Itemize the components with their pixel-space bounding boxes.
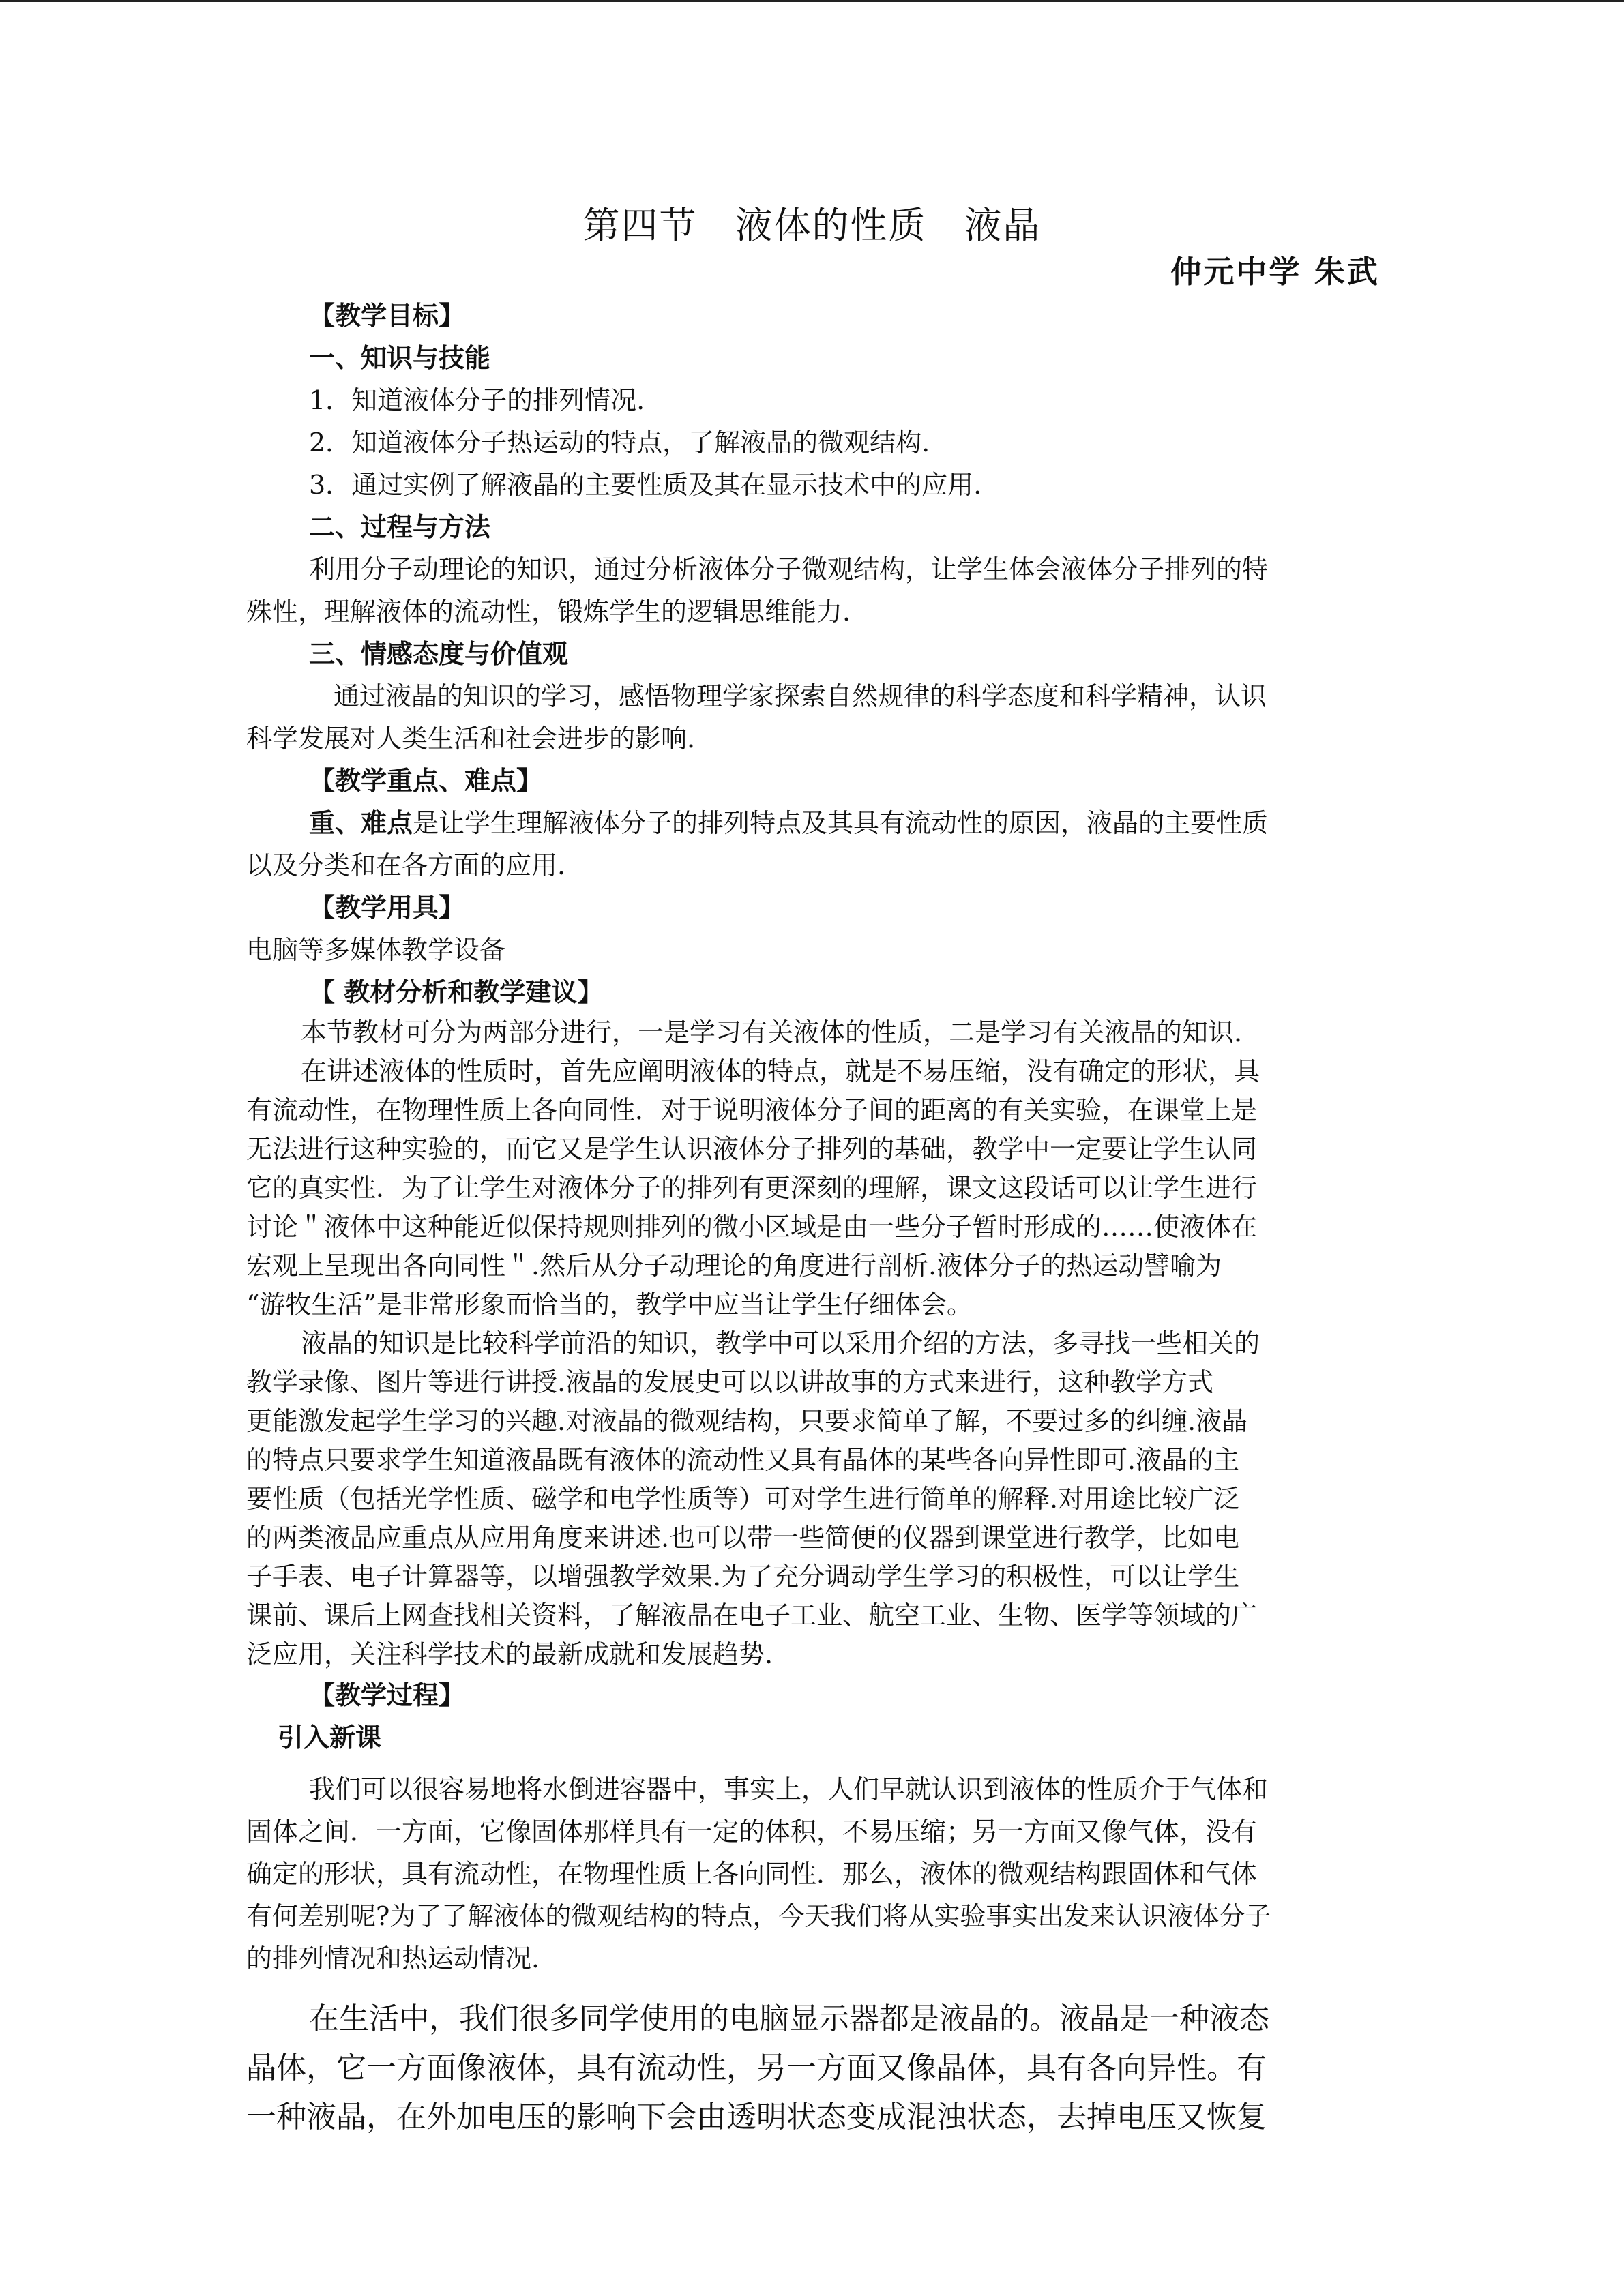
top-border-line [0,0,1624,2]
paragraph-line: 科学发展对人类生活和社会进步的影响. [246,724,696,754]
paragraph-line: 它的真实性．为了让学生对液体分子的排列有更深刻的理解，课文这段话可以让学生进行 [246,1173,1258,1203]
paragraph-line: 以及分类和在各方面的应用. [246,850,566,880]
paragraph-line: 宏观上呈现出各向同性＂.然后从分子动理论的角度进行剖析.液体分子的热运动譬喻为 [246,1251,1222,1281]
paragraph-line: 固体之间．一方面，它像固体那样具有一定的体积，不易压缩；另一方面又像气体，没有 [246,1817,1258,1847]
document-body [246,295,1376,2142]
paragraph-line: 本节教材可分为两部分进行，一是学习有关液体的性质，二是学习有关液晶的知识. [301,1017,1243,1047]
paragraph-line: 的两类液晶应重点从应用角度来讲述.也可以带一些简便的仪器到课堂进行教学，比如电 [246,1523,1240,1553]
emotion-heading: 三、情感态度与价值观 [309,638,569,669]
paragraph-line: 在生活中，我们很多同学使用的电脑显示器都是液晶的。液晶是一种液态 [309,2001,1269,2036]
tools-text: 电脑等多媒体教学设备 [246,935,506,965]
key-points-heading: 【教学重点、难点】 [309,765,543,796]
paragraph-line: 课前、课后上网查找相关资料，了解液晶在电子工业、航空工业、生物、医学等领域的广 [246,1600,1258,1630]
paragraph-line: 教学录像、图片等进行讲授.液晶的发展史可以以讲故事的方式来进行，这种教学方式 [246,1367,1214,1397]
key-points-label: 重、难点 [309,807,413,838]
paragraph-line: 在讲述液体的性质时，首先应阐明液体的特点，就是不易压缩，没有确定的形状，具 [301,1056,1260,1086]
knowledge-item: 3．通过实例了解液晶的主要性质及其在显示技术中的应用. [309,470,982,500]
paragraph-line: 更能激发起学生学习的兴趣.对液晶的微观结构，只要求简单了解，不要过多的纠缠.液晶 [246,1406,1248,1436]
paragraph-line: 的特点只要求学生知道液晶既有液体的流动性又具有晶体的某些各向异性即可.液晶的主 [246,1445,1240,1475]
analysis-heading: 【 教材分析和教学建议】 [309,976,604,1007]
paragraph-line [246,802,1376,844]
paragraph-line: 我们可以很容易地将水倒进容器中，事实上，人们早就认识到液体的性质介于气体和 [309,1774,1269,1804]
paragraph-line: 殊性，理解液体的流动性，锻炼学生的逻辑思维能力. [246,597,851,627]
process-heading: 二、过程与方法 [309,511,491,542]
paragraph-line: 无法进行这种实验的，而它又是学生认识液体分子排列的基础，教学中一定要让学生认同 [246,1134,1258,1164]
knowledge-heading: 一、知识与技能 [309,342,491,373]
paragraph-line: “游牧生活”是非常形象而恰当的，教学中应当让学生仔细体会。 [246,1289,973,1320]
objectives-heading: 【教学目标】 [309,300,465,331]
knowledge-item: 2．知道液体分子热运动的特点，了解液晶的微观结构. [309,428,930,458]
key-points-text: 是让学生理解液体分子的排列特点及其具有流动性的原因，液晶的主要性质 [413,808,1269,838]
teaching-process-heading: 【教学过程】 [309,1680,465,1710]
author-line: 仲元中学 朱武 [1170,254,1380,290]
paragraph-line: 利用分子动理论的知识，通过分析液体分子微观结构，让学生体会液体分子排列的特 [309,554,1269,584]
paragraph-line: 讨论＂液体中这种能近似保持规则排列的微小区域是由一些分子暂时形成的……使液体在 [246,1212,1258,1242]
paragraph-line: 有流动性，在物理性质上各向同性．对于说明液体分子间的距离的有关实验，在课堂上是 [246,1095,1258,1125]
paragraph-line: 通过液晶的知识的学习，感悟物理学家探索自然规律的科学态度和科学精神，认识 [334,681,1267,711]
paragraph-line: 晶体，它一方面像液体，具有流动性，另一方面又像晶体，具有各向异性。有 [246,2051,1267,2085]
paragraph-line: 子手表、电子计算器等，以增强教学效果.为了充分调动学生学习的积极性，可以让学生 [246,1562,1240,1592]
page-title: 第四节 液体的性质 液晶 [582,204,1042,247]
paragraph-line: 泛应用，关注科学技术的最新成就和发展趋势. [246,1639,773,1669]
paragraph-line: 要性质（包括光学性质、磁学和电学性质等）可对学生进行简单的解释.对用途比较广泛 [246,1484,1240,1514]
paragraph-line: 有何差别呢?为了了解液体的微观结构的特点，今天我们将从实验事实出发来认识液体分子 [246,1901,1271,1931]
paragraph-line: 一种液晶，在外加电压的影响下会由透明状态变成混浊状态，去掉电压又恢复 [246,2100,1267,2134]
paragraph-line: 确定的形状，具有流动性，在物理性质上各向同性．那么，液体的微观结构跟固体和气体 [246,1859,1258,1889]
intro-heading: 引入新课 [278,1722,382,1753]
paragraph-line: 的排列情况和热运动情况. [246,1943,540,1973]
knowledge-item: 1．知道液体分子的排列情况. [309,385,645,415]
tools-heading: 【教学用具】 [309,892,465,923]
paragraph-line: 液晶的知识是比较科学前沿的知识，教学中可以采用介绍的方法，多寻找一些相关的 [301,1328,1260,1358]
